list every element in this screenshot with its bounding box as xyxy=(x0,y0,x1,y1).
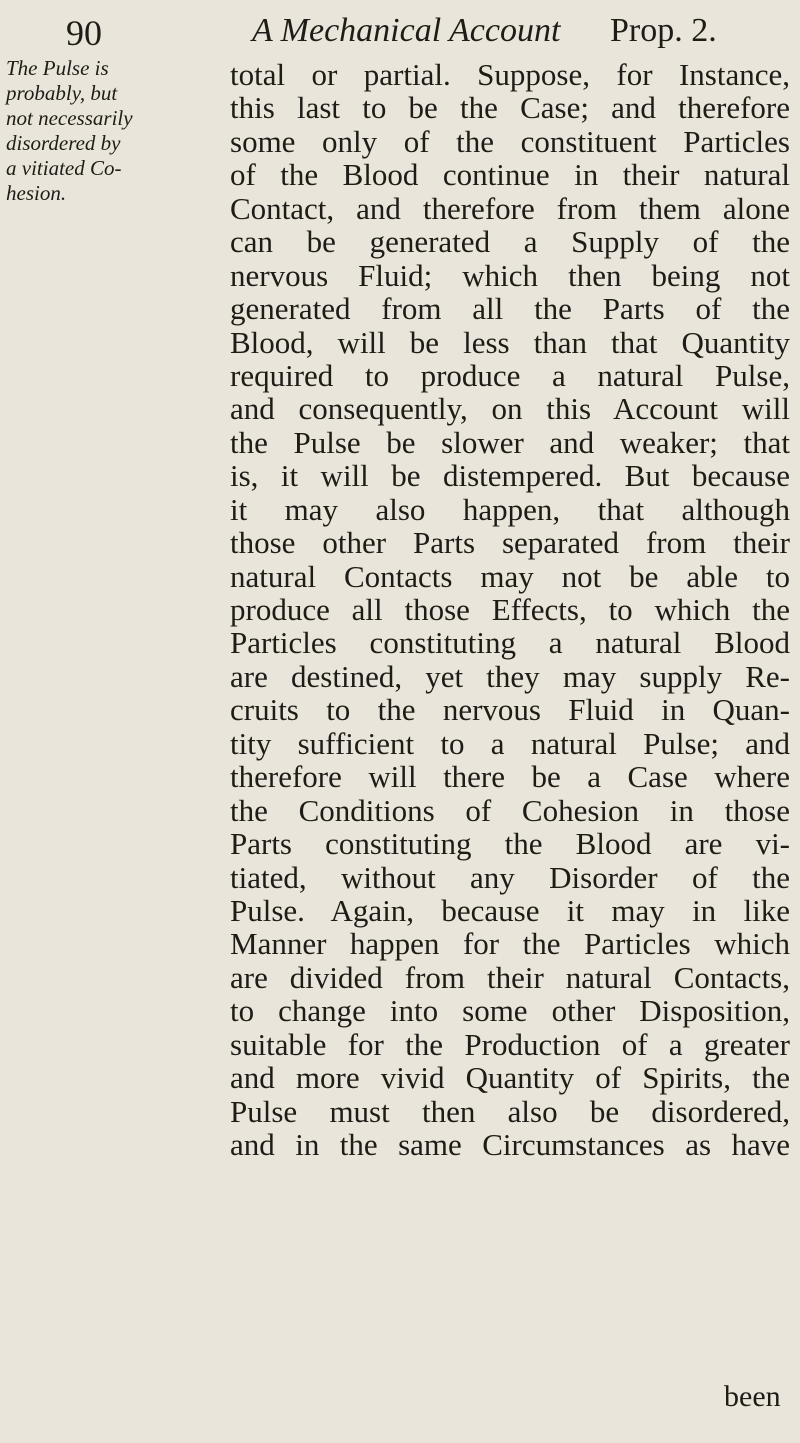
text-line: tity sufficient to a natural Pulse; and xyxy=(230,725,790,761)
text-line: Blood, will be less than that Quantity xyxy=(230,324,790,360)
text-line: is, it will be distempered. But because xyxy=(230,458,790,494)
margin-note-line: hesion. xyxy=(6,181,67,205)
text-line: are destined, yet they may supply Re- xyxy=(230,658,790,694)
text-line: Pulse. Again, because it may in like xyxy=(230,892,790,928)
text-line: produce all those Effects, to which the xyxy=(230,592,790,627)
text-line: the Conditions of Cohesion in those xyxy=(230,792,790,828)
text-line: total or partial. Suppose, for Instance, xyxy=(230,57,790,92)
text-line: Manner happen for the Particles which xyxy=(230,926,790,962)
text-line: it may also happen, that although xyxy=(230,491,790,527)
proposition-number: Prop. 2. xyxy=(610,12,717,49)
text-line: to change into some other Disposition, xyxy=(230,993,790,1029)
text-line: of the Blood continue in their natural xyxy=(230,157,790,193)
margin-note xyxy=(6,56,156,206)
text-line: Particles constituting a natural Blood xyxy=(230,625,790,661)
text-line: tiated, without any Disorder of the xyxy=(230,859,790,895)
running-title: A Mechanical Account xyxy=(252,12,561,49)
text-line: can be generated a Supply of the xyxy=(230,224,790,260)
text-line: nervous Fluid; which then being not xyxy=(230,257,790,293)
margin-note-line: a vitiated Co- xyxy=(6,156,122,180)
text-line: this last to be the Case; and therefore xyxy=(230,90,790,126)
text-line: and in the same Circumstances as have xyxy=(230,1127,790,1162)
text-line: and consequently, on this Account will xyxy=(230,391,790,427)
margin-note-line: The Pulse is xyxy=(6,56,109,80)
text-line: therefore will there be a Case where xyxy=(230,759,790,795)
text-line: Contact, and therefore from them alone xyxy=(230,190,790,226)
body-text xyxy=(230,58,790,1161)
page-number: 90 xyxy=(66,13,102,53)
text-line: generated from all the Parts of the xyxy=(230,291,790,327)
text-line: those other Parts separated from their xyxy=(230,525,790,561)
text-line: Parts constituting the Blood are vi- xyxy=(230,826,790,862)
text-line: cruits to the nervous Fluid in Quan- xyxy=(230,692,790,728)
text-line: and more vivid Quantity of Spirits, the xyxy=(230,1060,790,1096)
margin-note-line: disordered by xyxy=(6,131,121,155)
text-line: some only of the constituent Particles xyxy=(230,123,790,159)
text-line: Pulse must then also be disordered, xyxy=(230,1093,790,1129)
page-header xyxy=(40,8,780,60)
text-line: the Pulse be slower and weaker; that xyxy=(230,424,790,460)
text-line: natural Contacts may not be able to xyxy=(230,558,790,594)
catchword: been xyxy=(724,1380,781,1413)
text-line: are divided from their natural Contacts, xyxy=(230,959,790,995)
text-line: required to produce a natural Pulse, xyxy=(230,357,790,393)
margin-note-line: not necessarily xyxy=(6,106,133,130)
text-line: suitable for the Production of a greater xyxy=(230,1026,790,1062)
margin-note-line: probably, but xyxy=(6,81,118,105)
